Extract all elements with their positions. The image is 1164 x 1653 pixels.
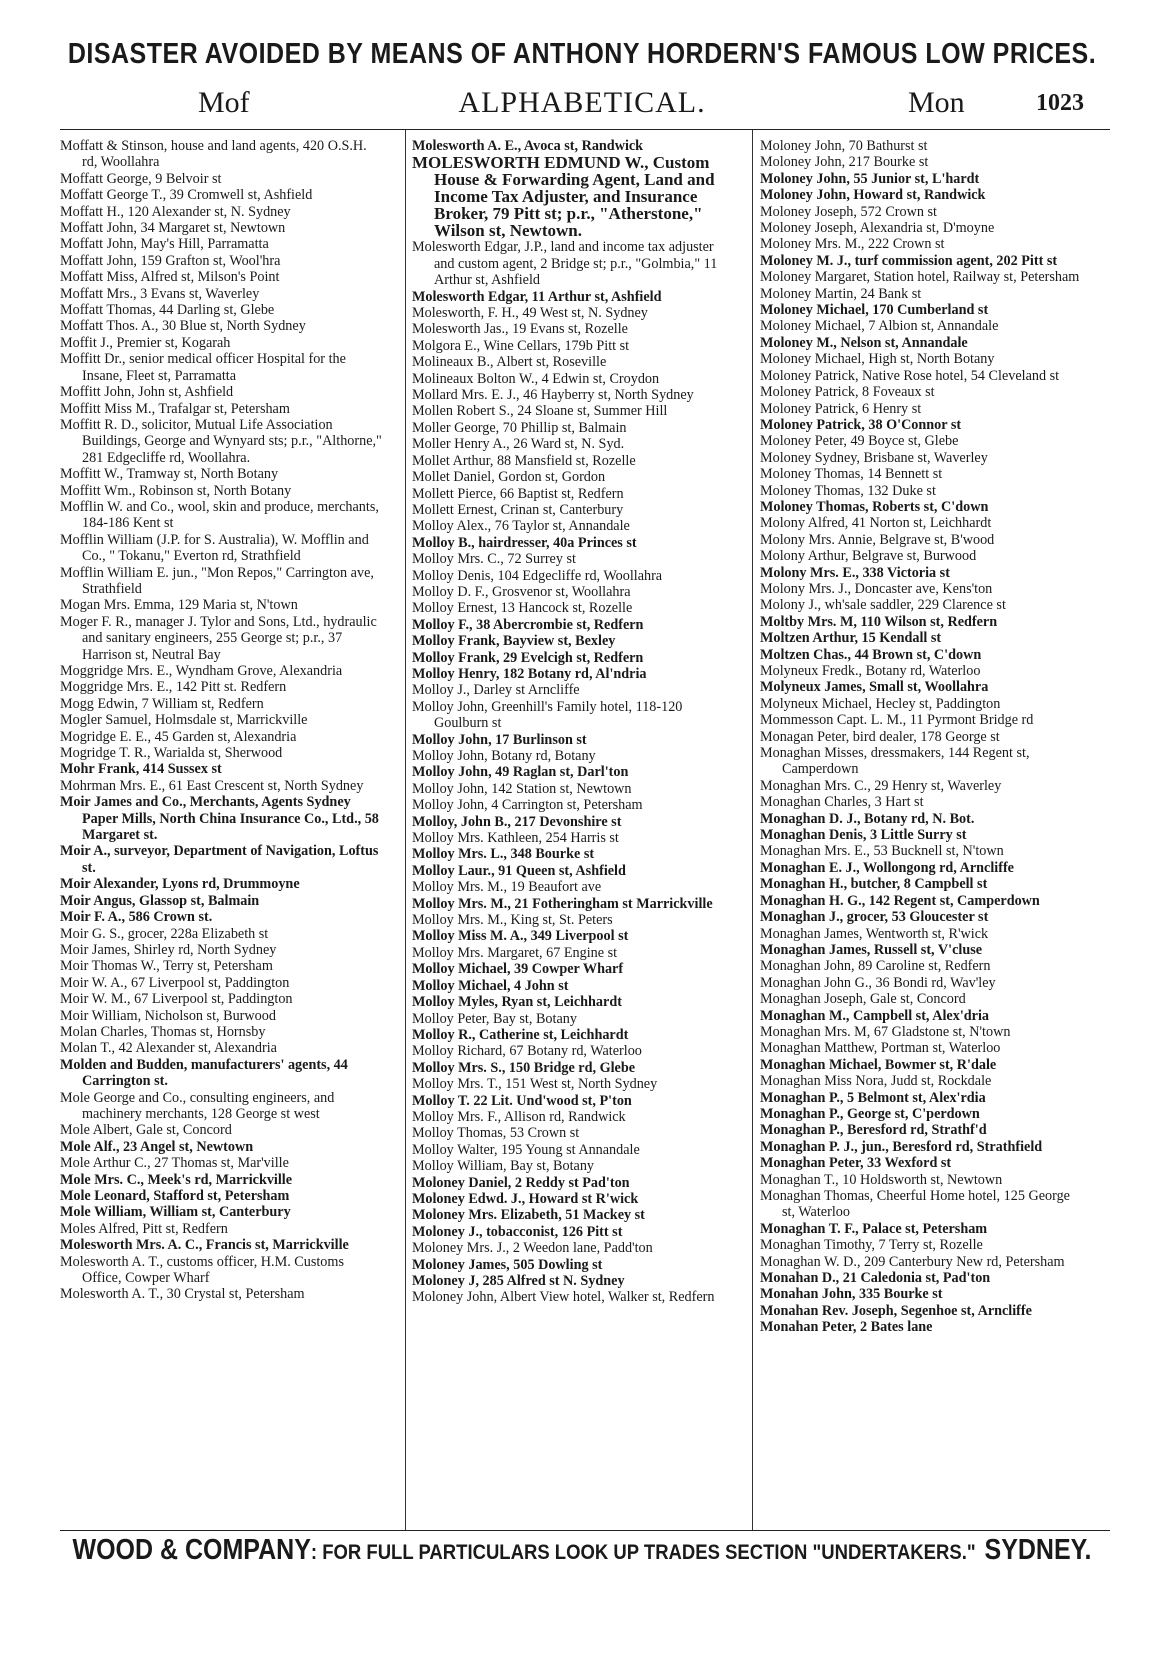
directory-entry: Moloney Joseph, Alexandria st, D'moyne [760,220,995,237]
directory-entry: Molony Alfred, 41 Norton st, Leichhardt [760,515,992,532]
directory-entry: Molloy Ernest, 13 Hancock st, Rozelle [412,600,633,617]
directory-entry: Moir G. S., grocer, 228a Elizabeth st [60,925,269,942]
directory-entry: Moloney James, 505 Dowling st [412,1256,603,1273]
directory-entry: Moloney Thomas, 132 Duke st [760,482,936,499]
directory-entry: Moffit J., Premier st, Kogarah [60,334,231,351]
directory-entry: Moir F. A., 586 Crown st. [60,909,213,926]
directory-entry: Monaghan P., Beresford rd, Strathf'd [760,1122,987,1139]
directory-entry: Monaghan John, 89 Caroline st, Redfern [760,958,991,975]
top-advertisement-banner: DISASTER AVOIDED BY MEANS OF ANTHONY HORDERN'S FAMOUS LOW PRICES. [67,37,1097,71]
directory-entry: Molloy Mrs. S., 150 Bridge rd, Glebe [412,1059,636,1076]
directory-entry: Moloney M., Nelson st, Annandale [760,334,968,351]
directory-entry: Monaghan Matthew, Portman st, Waterloo [760,1040,1001,1057]
directory-entry: Molesworth Mrs. A. C., Francis st, Marrickville [60,1237,349,1254]
directory-entry: Monaghan James, Russell st, V'cluse [760,941,983,958]
directory-entry: Molloy Michael, 39 Cowper Wharf [412,961,624,978]
directory-entry: Molesworth, F. H., 49 West st, N. Sydney [412,305,648,322]
directory-entry: Molony J., wh'sale saddler, 229 Clarence st [760,597,1006,614]
directory-column-2 [412,138,737,1306]
directory-entry: Moloney Mrs. J., 2 Weedon lane, Padd'ton [412,1240,653,1257]
directory-entry: Molloy Miss M. A., 349 Liverpool st [412,928,629,945]
directory-entry: Moffatt John, May's Hill, Parramatta [60,236,269,253]
directory-entry: Moloney John, Howard st, Randwick [760,187,986,204]
directory-entry: Molloy Mrs. Kathleen, 254 Harris st [412,830,619,847]
directory-entry: Moir William, Nicholson st, Burwood [60,1007,276,1024]
header-range-start: Mof [198,86,250,119]
directory-entry: Molloy, John B., 217 Devonshire st [412,813,622,830]
directory-entry: Molloy Mrs. L., 348 Bourke st [412,846,595,863]
directory-entry: Molesworth A. T., customs officer, H.M. Customs Office, Cowper Wharf [60,1253,344,1287]
directory-entry: Molyneux Fredk., Botany rd, Waterloo [760,663,981,679]
directory-entry: Mole Leonard, Stafford st, Petersham [60,1188,290,1204]
directory-entry: Monahan D., 21 Caledonia st, Pad'ton [760,1270,991,1287]
footer-divider [60,1530,1110,1531]
directory-entry: Mommesson Capt. L. M., 11 Pyrmont Bridge rd [760,712,1034,729]
directory-entry: Moffatt & Stinson, house and land agents, 420 O.S.H. rd, Woollahra [60,138,367,171]
directory-entry: Monaghan Mrs. M, 67 Gladstone st, N'town [760,1023,1011,1040]
directory-entry: Molineaux Bolton W., 4 Edwin st, Croydon [412,370,660,387]
directory-entry: Molloy Richard, 67 Botany rd, Waterloo [412,1043,642,1060]
bottom-advertisement-banner [0,1534,1164,1567]
directory-entry: Moir Thomas W., Terry st, Petersham [60,958,273,975]
directory-entry: Molloy Denis, 104 Edgecliffe rd, Woollahra [412,567,663,584]
directory-entry: Monaghan Misses, dressmakers, 144 Regent st, Camperdown [760,745,1030,778]
directory-entry: Molyneux James, Small st, Woollahra [760,679,989,696]
header-range-end: Mon [908,86,965,119]
directory-entry: Molloy B., hairdresser, 40a Princes st [412,534,637,551]
directory-entry: Molloy Mrs. M., King st, St. Peters [412,912,613,929]
directory-entry: Mole Mrs. C., Meek's rd, Marrickville [60,1171,293,1188]
directory-entry: Moloney John, 217 Bourke st [760,154,929,171]
directory-entry: Mole George and Co., consulting engineers, and machinery merchants, 128 George st west [60,1089,335,1122]
directory-entry: Molloy Henry, 182 Botany rd, Al'ndria [412,665,647,682]
directory-entry: Monaghan Miss Nora, Judd st, Rockdale [760,1073,992,1090]
directory-entry: Mollard Mrs. E. J., 46 Hayberry st, North Sydney [412,387,694,404]
directory-entry: Moloney Michael, 170 Cumberland st [760,302,989,319]
directory-entry: Moloney John, 70 Bathurst st [760,138,928,154]
directory-entry: Moloney John, Albert View hotel, Walker st, Redfern [412,1289,715,1306]
directory-entry: Mollet Daniel, Gordon st, Gordon [412,469,606,486]
directory-entry: Molloy Mrs. M., 19 Beaufort ave [412,879,602,896]
directory-entry: Moffatt George T., 39 Cromwell st, Ashfield [60,187,313,204]
header-divider [60,129,1110,130]
directory-column-1 [60,138,385,1303]
directory-entry: Moir A., surveyor, Department of Navigation, Loftus st. [60,843,379,876]
directory-entry: Moir W. A., 67 Liverpool st, Paddington [60,974,290,991]
directory-entry: Moffitt Dr., senior medical officer Hospital for the Insane, Fleet st, Parramatta [60,351,346,384]
directory-entry: Molloy Mrs. C., 72 Surrey st [412,551,576,568]
directory-entry: Molony Arthur, Belgrave st, Burwood [760,548,977,565]
directory-entry: Moltzen Chas., 44 Brown st, C'down [760,646,982,663]
directory-entry: Monaghan Denis, 3 Little Surry st [760,827,967,844]
directory-entry: Moggridge Mrs. E., Wyndham Grove, Alexandria [60,663,343,679]
directory-entry: Moller George, 70 Phillip st, Balmain [412,419,627,436]
directory-entry: Moloney Peter, 49 Boyce st, Glebe [760,433,959,450]
directory-entry: Monaghan H. G., 142 Regent st, Camperdown [760,892,1040,909]
directory-entry: Molloy Michael, 4 John st [412,977,569,994]
directory-entry: Moloney Margaret, Station hotel, Railway st, Petersham [760,269,1080,286]
directory-entry: Moir Angus, Glassop st, Balmain [60,892,260,909]
directory-entry: Monaghan Michael, Bowmer st, R'dale [760,1056,997,1073]
directory-entry: Moffatt H., 120 Alexander st, N. Sydney [60,203,291,220]
directory-entry: Moir James, Shirley rd, North Sydney [60,941,277,958]
directory-entry: Moger F. R., manager J. Tylor and Sons, Ltd., hydraulic and sanitary engineers, 255 George st; p.r., 37 Harrison st, Neutral Bay [60,613,377,663]
directory-entry: Molden and Budden, manufacturers' agents, 44 Carrington st. [60,1056,348,1090]
directory-entry: Moller Henry A., 26 Ward st, N. Syd. [412,436,625,453]
directory-entry: Moir Alexander, Lyons rd, Drummoyne [60,876,300,893]
directory-entry: Moloney M. J., turf commission agent, 202 Pitt st [760,252,1058,269]
directory-entry: Monaghan Joseph, Gale st, Concord [760,991,966,1008]
directory-entry: Monaghan Peter, 33 Wexford st [760,1155,952,1172]
directory-entry: Molloy John, 142 Station st, Newtown [412,780,632,797]
directory-entry: Molloy F., 38 Abercrombie st, Redfern [412,616,644,633]
directory-entry: MOLESWORTH EDMUND W., Custom House & Forwarding Agent, Land and Income Tax Adjuster, and Insurance Broker, 79 Pitt st; p.r., "Atherstone," Wilson st, Newtown. [412,153,715,241]
directory-entry: Moltby Mrs. M, 110 Wilson st, Redfern [760,613,998,630]
directory-entry: Molloy John, 4 Carrington st, Petersham [412,797,643,814]
directory-entry: Moloney Patrick, 6 Henry st [760,400,922,417]
directory-entry: Monaghan James, Wentworth st, R'wick [760,925,989,942]
directory-entry: Monahan Peter, 2 Bates lane [760,1319,933,1336]
directory-entry: Mohr Frank, 414 Sussex st [60,761,222,778]
directory-entry: Molloy J., Darley st Arncliffe [412,682,580,699]
directory-entry: Molloy William, Bay st, Botany [412,1158,595,1175]
directory-entry: Mohrman Mrs. E., 61 East Crescent st, North Sydney [60,777,364,794]
directory-entry: Mollett Pierce, 66 Baptist st, Redfern [412,485,624,502]
directory-entry: Molan Charles, Thomas st, Hornsby [60,1023,266,1040]
directory-entry: Molgora E., Wine Cellars, 179b Pitt st [412,337,630,354]
directory-entry: Molesworth A. T., 30 Crystal st, Petersham [60,1286,305,1303]
directory-entry: Monaghan P., 5 Belmont st, Alex'rdia [760,1089,986,1106]
directory-entry: Molloy John, Botany rd, Botany [412,748,596,764]
directory-entry: Molloy Peter, Bay st, Botany [412,1010,577,1027]
directory-entry: Monaghan Thomas, Cheerful Home hotel, 125 George st, Waterloo [760,1188,1070,1221]
advertisement-text: : FOR FULL PARTICULARS LOOK UP TRADES SECTION "UNDERTAKERS." [310,1539,976,1564]
directory-entry: Monaghan W. D., 209 Canterbury New rd, Petersham [760,1253,1065,1270]
directory-entry: Mole Arthur C., 27 Thomas st, Mar'ville [60,1155,289,1172]
directory-entry: Mofflin William (J.P. for S. Australia), W. Mofflin and Co., " Tokanu," Everton rd, Strathfield [60,531,369,565]
directory-entry: Moloney John, 55 Junior st, L'hardt [760,170,980,187]
directory-entry: Moloney Thomas, Roberts st, C'down [760,498,989,515]
directory-entry: Monaghan M., Campbell st, Alex'dria [760,1007,989,1024]
directory-entry: Monaghan E. J., Wollongong rd, Arncliffe [760,859,1014,876]
directory-entry: Monaghan Mrs. C., 29 Henry st, Waverley [760,777,1002,794]
directory-entry: Moffatt Thomas, 44 Darling st, Glebe [60,302,275,319]
directory-entry: Moloney Mrs. M., 222 Crown st [760,236,945,253]
directory-entry: Molloy Walter, 195 Young st Annandale [412,1141,640,1158]
directory-entry: Mole Alf., 23 Angel st, Newtown [60,1138,254,1155]
directory-entry: Mole William, William st, Canterbury [60,1204,291,1221]
directory-entry: Molloy Mrs. F., Allison rd, Randwick [412,1108,626,1125]
directory-entry: Molloy Myles, Ryan st, Leichhardt [412,994,622,1011]
directory-entry: Moloney Patrick, Native Rose hotel, 54 Cleveland st [760,367,1060,384]
directory-entry: Moffatt Thos. A., 30 Blue st, North Sydney [60,318,306,335]
directory-entry: Moffatt Miss, Alfred st, Milson's Point [60,269,280,286]
directory-entry: Molesworth Jas., 19 Evans st, Rozelle [412,321,628,338]
page-title: ALPHABETICAL. [458,86,706,119]
directory-entry: Moffitt W., Tramway st, North Botany [60,466,279,483]
directory-entry: Moloney Mrs. Elizabeth, 51 Mackey st [412,1207,645,1224]
directory-entry: Molan T., 42 Alexander st, Alexandria [60,1040,277,1057]
page-number: 1023 [1036,90,1084,116]
directory-entry: Mogan Mrs. Emma, 129 Maria st, N'town [60,597,298,614]
directory-entry: Moloney J, 285 Alfred st N. Sydney [412,1273,625,1289]
directory-entry: Mofflin William E. jun., "Mon Repos," Carrington ave, Strathfield [60,564,374,597]
directory-entry: Moloney Edwd. J., Howard st R'wick [412,1190,639,1207]
directory-entry: Moggridge Mrs. E., 142 Pitt st. Redfern [60,679,287,696]
directory-entry: Moffatt George, 9 Belvoir st [60,170,222,187]
directory-entry: Molloy John, 49 Raglan st, Darl'ton [412,764,629,781]
directory-entry: Molloy D. F., Grosvenor st, Woollahra [412,583,631,600]
directory-entry: Mofflin W. and Co., wool, skin and produce, merchants, 184-186 Kent st [60,498,379,532]
directory-entry: Moffatt John, 34 Margaret st, Newtown [60,220,286,237]
directory-entry: Moloney Sydney, Brisbane st, Waverley [760,449,988,466]
directory-entry: Molony Mrs. Annie, Belgrave st, B'wood [760,531,995,548]
column-divider-2 [752,130,753,1530]
directory-entry: Molineaux B., Albert st, Roseville [412,354,607,371]
directory-entry: Molloy Thomas, 53 Crown st [412,1125,580,1142]
directory-entry: Mogg Edwin, 7 William st, Redfern [60,695,264,712]
directory-entry: Moloney Joseph, 572 Crown st [760,203,937,220]
directory-entry: Molloy Frank, 29 Evelcigh st, Redfern [412,649,644,666]
directory-entry: Monaghan H., butcher, 8 Campbell st [760,876,988,893]
directory-entry: Molloy Mrs. M., 21 Fotheringham st Marrickville [412,895,713,912]
advertiser-city: SYDNEY. [984,1533,1092,1567]
directory-entry: Mogler Samuel, Holmsdale st, Marrickville [60,712,308,729]
directory-entry: Moffitt John, John st, Ashfield [60,384,234,401]
directory-entry: Molloy Laur., 91 Queen st, Ashfield [412,862,626,879]
directory-entry: Monaghan T., 10 Holdsworth st, Newtown [760,1171,1003,1188]
directory-entry: Moir James and Co., Merchants, Agents Sydney Paper Mills, North China Insurance Co., Ltd., 58 Margaret st. [60,794,379,844]
directory-entry: Molloy John, Greenhill's Family hotel, 118-120 Goulburn st [412,698,683,732]
directory-entry: Moffitt Miss M., Trafalgar st, Petersham [60,400,290,417]
directory-entry: Molloy Mrs. Margaret, 67 Engine st [412,944,618,961]
page-header [0,86,1164,126]
directory-entry: Monaghan T. F., Palace st, Petersham [760,1220,988,1237]
directory-entry: Mollett Ernest, Crinan st, Canterbury [412,501,624,518]
directory-entry: Molloy T. 22 Lit. Und'wood st, P'ton [412,1092,632,1109]
directory-column-3 [760,138,1085,1336]
directory-entry: Moloney Daniel, 2 Reddy st Pad'ton [412,1174,630,1191]
directory-entry: Moloney Michael, High st, North Botany [760,351,995,368]
directory-entry: Molesworth A. E., Avoca st, Randwick [412,138,644,154]
directory-entry: Moffatt Mrs., 3 Evans st, Waverley [60,285,260,302]
directory-entry: Moffitt R. D., solicitor, Mutual Life Association Buildings, George and Wynyard sts; p.r., "Althorne," 281 Edgecliffe rd, Woollahra. [60,416,382,466]
directory-entry: Mogridge T. R., Warialda st, Sherwood [60,745,283,762]
directory-entry: Moffitt Wm., Robinson st, North Botany [60,482,292,499]
directory-entry: Molesworth Edgar, 11 Arthur st, Ashfield [412,288,662,305]
directory-entry: Monaghan P. J., jun., Beresford rd, Strathfield [760,1138,1043,1155]
directory-entry: Molloy Frank, Bayview st, Bexley [412,633,616,650]
directory-entry: Moir W. M., 67 Liverpool st, Paddington [60,991,293,1008]
directory-entry: Monaghan D. J., Botany rd, N. Bot. [760,810,975,827]
directory-entry: Molloy Mrs. T., 151 West st, North Sydney [412,1076,658,1093]
advertiser-name: WOOD & COMPANY [72,1533,311,1567]
directory-entry: Moloney J., tobacconist, 126 Pitt st [412,1223,623,1240]
directory-entry: Molesworth Edgar, J.P., land and income tax adjuster and custom agent, 2 Bridge st; p.r., "Golmbia," 11 Arthur st, Ashfield [412,239,718,289]
directory-entry: Moffatt John, 159 Grafton st, Wool'hra [60,252,281,269]
directory-entry: Molloy John, 17 Burlinson st [412,731,587,748]
directory-entry: Monaghan Timothy, 7 Terry st, Rozelle [760,1237,983,1254]
directory-entry: Molony Mrs. E., 338 Victoria st [760,564,950,581]
directory-entry: Monaghan Mrs. E., 53 Bucknell st, N'town [760,843,1004,860]
directory-entry: Monaghan P., George st, C'perdown [760,1105,980,1122]
directory-entry: Monaghan John G., 36 Bondi rd, Wav'ley [760,974,996,991]
directory-entry: Mollen Robert S., 24 Sloane st, Summer Hill [412,403,668,420]
directory-entry: Mogridge E. E., 45 Garden st, Alexandria [60,728,297,745]
directory-entry: Moloney Thomas, 14 Bennett st [760,466,943,483]
directory-entry: Moles Alfred, Pitt st, Redfern [60,1220,228,1237]
directory-entry: Molloy R., Catherine st, Leichhardt [412,1026,629,1043]
directory-entry: Molony Mrs. J., Doncaster ave, Kens'ton [760,580,993,597]
directory-entry: Molyneux Michael, Hecley st, Paddington [760,695,1001,712]
directory-entry: Molloy Alex., 76 Taylor st, Annandale [412,518,630,535]
directory-entry: Moloney Martin, 24 Bank st [760,285,922,302]
directory-entry: Monahan Rev. Joseph, Segenhoe st, Arncliffe [760,1302,1032,1319]
directory-entry: Moloney Patrick, 38 O'Connor st [760,416,962,433]
directory-entry: Monahan John, 335 Bourke st [760,1286,943,1303]
directory-entry: Monagan Peter, bird dealer, 178 George st [760,728,1000,745]
directory-entry: Monaghan J., grocer, 53 Gloucester st [760,909,989,926]
directory-entry: Mole Albert, Gale st, Concord [60,1122,232,1139]
directory-entry: Moloney Patrick, 8 Foveaux st [760,384,935,401]
directory-entry: Moltzen Arthur, 15 Kendall st [760,630,942,647]
column-divider-1 [405,130,406,1530]
directory-entry: Moloney Michael, 7 Albion st, Annandale [760,318,999,335]
directory-entry: Monaghan Charles, 3 Hart st [760,794,924,811]
directory-entry: Mollet Arthur, 88 Mansfield st, Rozelle [412,452,636,469]
